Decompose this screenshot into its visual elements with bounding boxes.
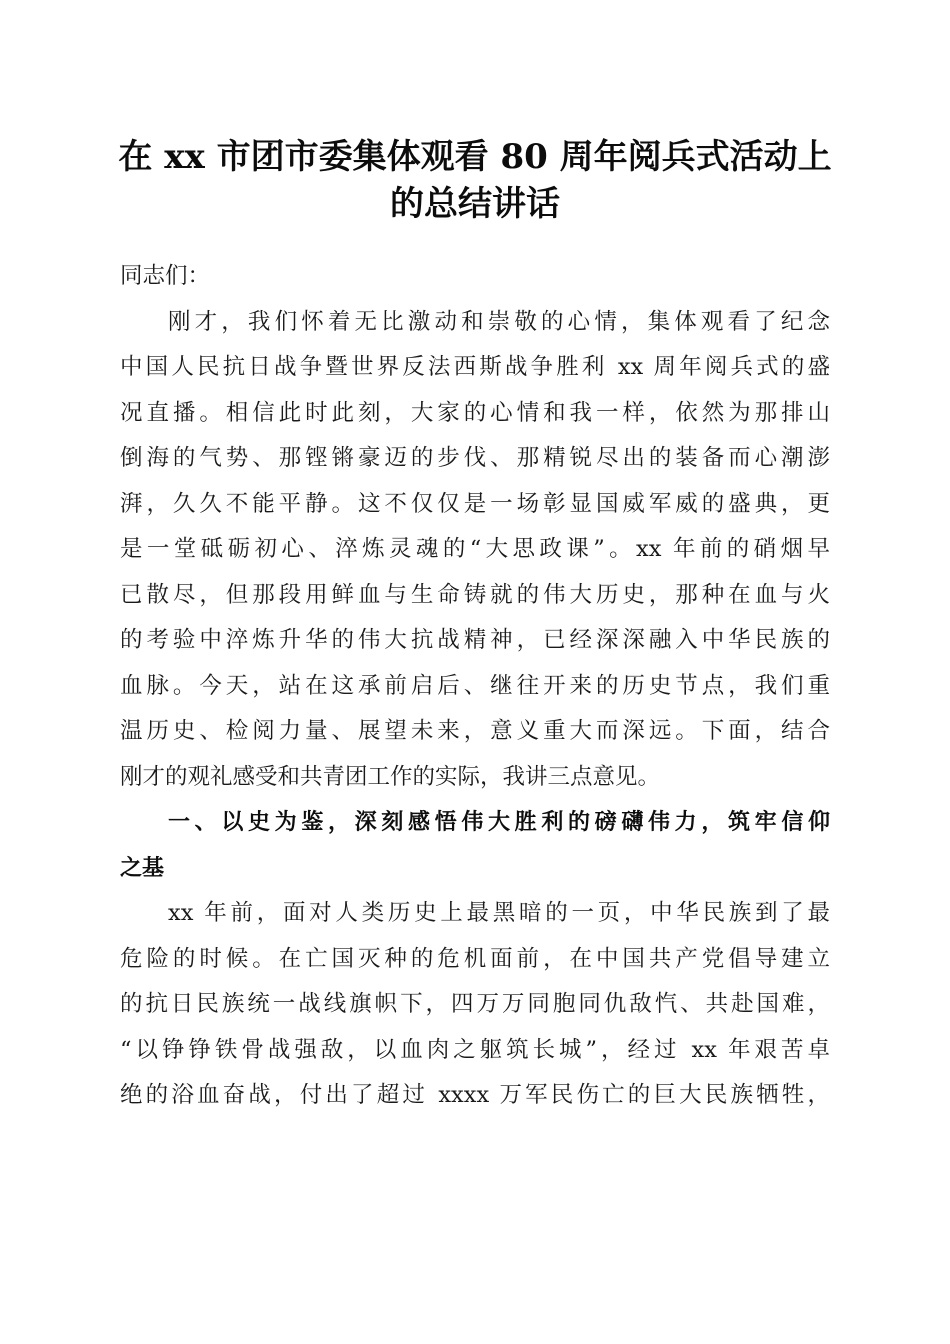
- paragraph-line: 中国人民抗日战争暨世界反法西斯战争胜利 xx 周年阅兵式的盛: [120, 354, 830, 380]
- paragraph-line: “以铮铮铁骨战强敌，以血肉之躯筑长城”，经过 xx 年艰苦卓: [120, 1036, 830, 1063]
- paragraph-line: 是一堂砥砺初心、淬炼灵魂的“大思政课”。xx 年前的硝烟早: [120, 536, 830, 562]
- paragraph-line: 温历史、检阅力量、展望未来，意义重大而深远。下面，结合: [120, 718, 830, 744]
- paragraph-line: 危险的时候。在亡国灭种的危机面前，在中国共产党倡导建立: [120, 945, 830, 972]
- paragraph-line: 绝的浴血奋战，付出了超过 xxxx 万军民伤亡的巨大民族牺牲，: [120, 1082, 830, 1108]
- paragraph-line: 血脉。今天，站在这承前启后、继往开来的历史节点，我们重: [120, 672, 830, 699]
- section-heading-1: [120, 800, 830, 891]
- document-title: [100, 134, 850, 228]
- document-body: [120, 254, 830, 1119]
- paragraph-line: 况直播。相信此时此刻，大家的心情和我一样，依然为那排山: [120, 399, 830, 426]
- title-line-1: 在 xx 市团市委集体观看 80 周年阅兵式活动上: [118, 137, 832, 177]
- paragraph-line: xx 年前，面对人类历史上最黑暗的一页，中华民族到了最: [168, 900, 830, 926]
- paragraph-1: [120, 300, 830, 801]
- paragraph-line: 倒海的气势、那铿锵豪迈的步伐、那精锐尽出的装备而心潮澎: [120, 445, 830, 471]
- title-line-2: 的总结讲话: [390, 184, 560, 224]
- salutation: 同志们：: [120, 263, 211, 289]
- paragraph-2: [120, 891, 830, 1119]
- heading-line: 之基: [120, 855, 165, 881]
- paragraph-line: 刚才，我们怀着无比激动和崇敬的心情，集体观看了纪念: [168, 308, 830, 335]
- paragraph-line: 的抗日民族统一战线旗帜下，四万万同胞同仇敌忾、共赴国难，: [120, 991, 830, 1017]
- paragraph-line: 已散尽，但那段用鲜血与生命铸就的伟大历史，那种在血与火: [120, 581, 830, 608]
- paragraph-line: 的考验中淬炼升华的伟大抗战精神，已经深深融入中华民族的: [120, 627, 830, 653]
- paragraph-line: 湃，久久不能平静。这不仅仅是一场彰显国威军威的盛典，更: [120, 490, 830, 517]
- paragraph-line: 刚才的观礼感受和共青团工作的实际，我讲三点意见。: [120, 763, 661, 790]
- heading-line: 一、以史为鉴，深刻感悟伟大胜利的磅礴伟力，筑牢信仰: [168, 810, 830, 835]
